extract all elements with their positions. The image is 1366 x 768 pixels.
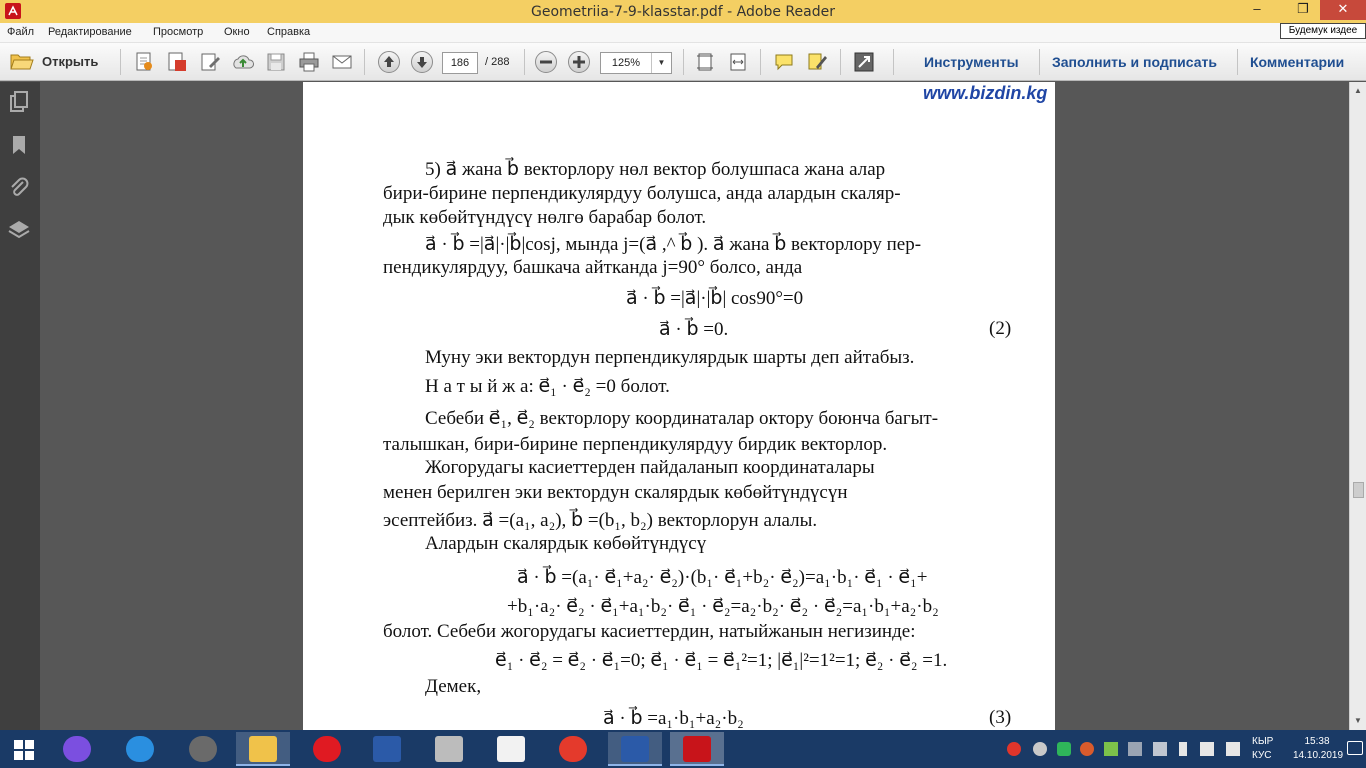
folder-open-icon xyxy=(10,51,34,73)
display-icon[interactable] xyxy=(1128,742,1142,756)
separator xyxy=(364,49,365,75)
media-player-icon xyxy=(189,736,217,762)
previous-page-button[interactable] xyxy=(378,51,400,73)
formula: a⃗ · b⃗ =|a⃗|·|b⃗| cos90°=0 xyxy=(626,288,804,309)
print-icon[interactable] xyxy=(298,51,320,73)
formula: +b₁·a₂· e⃗₂ · e⃗₁+a₁·b₂· e⃗₁ · e⃗₂=a₂·b₂· e⃗₂ · e⃗₂=a₁·b₁+a₂·b₂ xyxy=(507,596,939,617)
arrow-up-icon xyxy=(379,52,399,72)
separator xyxy=(893,49,894,75)
formula: e⃗₁ · e⃗₂ = e⃗₂ · e⃗₁=0; e⃗₁ · e⃗₁ = e⃗₁²=1; |e⃗₁|²=1²=1; e⃗₂ · e⃗₂ =1. xyxy=(495,650,948,671)
minimize-button[interactable]: – xyxy=(1253,1,1261,16)
open-button[interactable] xyxy=(8,50,108,74)
file-explorer-icon xyxy=(249,736,277,762)
taskbar xyxy=(0,730,1366,768)
comments-link[interactable]: Комментарии xyxy=(1250,54,1345,70)
text-line: Себеби e⃗₁, e⃗₂ векторлору координаталар октору боюнча багыт- xyxy=(425,408,939,429)
taskbar-word-document[interactable] xyxy=(608,732,662,766)
notification-icon[interactable] xyxy=(1347,741,1363,755)
text-line: Алардын скалярдык көбөйтүндүсү xyxy=(425,533,707,554)
scroll-thumb[interactable] xyxy=(1353,482,1364,498)
minus-icon xyxy=(536,52,556,72)
window-title: Geometriia-7-9-klasstar.pdf - Adobe Reader xyxy=(531,4,835,20)
text-line: менен берилген эки вектордун скалярдык көбөйтүндүсүн xyxy=(383,482,848,503)
yandex-browser-icon xyxy=(559,736,587,762)
plus-icon xyxy=(569,52,589,72)
menu-edit[interactable]: Редактирование xyxy=(48,26,132,38)
title-bar xyxy=(0,0,1366,23)
clock[interactable] xyxy=(1293,735,1344,763)
tooltip: Будемук издее xyxy=(1280,23,1366,39)
text-line: 5) a⃗ жана b⃗ векторлору нөл вектор болушпаса жана алар xyxy=(425,159,886,180)
page-total: / 288 xyxy=(485,56,510,68)
formula: a⃗ · b⃗ =(a₁· e⃗₁+a₂· e⃗₂)·(b₁· e⃗₁+b₂· e⃗₂)=a₁·b₁· e⃗₁ · e⃗₁+ xyxy=(517,567,928,588)
security-shield-icon[interactable] xyxy=(1057,742,1071,756)
highlight-icon[interactable] xyxy=(806,51,828,73)
yandex-icon xyxy=(497,736,525,762)
zoom-in-button[interactable] xyxy=(568,51,590,73)
text-line: a⃗ · b⃗ =|a⃗|·|b⃗|cosj, мында j=(a⃗ ,^ b⃗ ). a⃗ жана b⃗ векторлору пер- xyxy=(425,234,922,255)
menu-view[interactable]: Просмотр xyxy=(153,26,204,38)
navigation-panel xyxy=(0,82,40,730)
separator xyxy=(1237,49,1238,75)
zoom-select[interactable] xyxy=(600,52,672,74)
menu-window[interactable]: Окно xyxy=(224,26,250,38)
pdf-page xyxy=(303,82,1055,730)
text-line: бири-бирине перпендикулярдуу болушса, анда алардын скаляр- xyxy=(383,183,901,204)
tray-status-icon[interactable] xyxy=(1080,742,1094,756)
scroll-down-icon[interactable]: ▼ xyxy=(1354,716,1362,725)
clock-time: 15:38 xyxy=(1304,736,1330,747)
taskbar-ie[interactable] xyxy=(113,732,167,766)
text-line: пендикулярдуу, башкача айтканда j=90° болсо, анда xyxy=(383,257,803,278)
taskbar-explorer[interactable] xyxy=(236,732,290,766)
equation-number: (3) xyxy=(989,707,1012,728)
separator xyxy=(683,49,684,75)
volume-icon[interactable] xyxy=(1200,742,1214,756)
input-language[interactable] xyxy=(1252,735,1273,763)
text-line: дык көбөйтүндүсү нөлгө барабар болот. xyxy=(383,207,707,228)
network-icon[interactable] xyxy=(1153,742,1167,756)
internet-explorer-icon xyxy=(126,736,154,762)
taskbar-opera[interactable] xyxy=(300,732,354,766)
taskbar-calculator[interactable] xyxy=(422,732,476,766)
menu-file[interactable]: Файл xyxy=(7,26,35,38)
email-icon[interactable] xyxy=(331,51,353,73)
fit-page-icon[interactable] xyxy=(694,51,716,73)
save-icon[interactable] xyxy=(265,51,287,73)
fit-width-icon[interactable] xyxy=(727,51,749,73)
attachments-icon[interactable] xyxy=(7,176,31,200)
export-pdf-icon[interactable] xyxy=(166,51,188,73)
page-thumbnails-icon[interactable] xyxy=(7,90,31,114)
taskbar-adobe-reader[interactable] xyxy=(670,732,724,766)
toolbar xyxy=(0,43,1366,81)
page-number-input[interactable]: 186 xyxy=(442,52,478,74)
zoom-out-button[interactable] xyxy=(535,51,557,73)
language-secondary: КУС xyxy=(1252,750,1272,761)
tray-layers-icon[interactable] xyxy=(1104,742,1118,756)
formula: a⃗ · b⃗ =a₁·b₁+a₂·b₂ xyxy=(603,708,744,729)
comment-icon[interactable] xyxy=(773,51,795,73)
taskbar-yandex-browser[interactable] xyxy=(546,732,600,766)
taskbar-yandex[interactable] xyxy=(484,732,538,766)
formula: a⃗ · b⃗ =0. xyxy=(659,319,729,340)
bookmarks-icon[interactable] xyxy=(7,133,31,157)
text-line: талышкан, бири-бирине перпендикулярдуу бирдик векторлор. xyxy=(383,434,888,455)
chevron-down-icon[interactable]: ▼ xyxy=(651,53,671,73)
alice-assistant-icon xyxy=(63,736,91,762)
wifi-icon[interactable] xyxy=(1226,742,1240,756)
text-line: эсептейбиз. a⃗ =(a₁, a₂), b⃗ =(b₁, b₂) векторлорун алалы. xyxy=(383,510,818,531)
word-document-icon xyxy=(621,736,649,762)
create-pdf-icon[interactable] xyxy=(133,51,155,73)
scroll-up-icon[interactable]: ▲ xyxy=(1354,86,1362,95)
language-primary: КЫР xyxy=(1252,736,1274,747)
edit-pdf-icon[interactable] xyxy=(199,51,221,73)
word-icon xyxy=(373,736,401,762)
taskbar-word[interactable] xyxy=(360,732,414,766)
vertical-scrollbar[interactable] xyxy=(1349,82,1366,730)
clock-date: 14.10.2019 xyxy=(1293,750,1344,761)
separator xyxy=(524,49,525,75)
text-line: болот. Себеби жогорудагы касиеттердин, натыйжанын негизинде: xyxy=(383,621,916,642)
document-viewport[interactable] xyxy=(40,82,1349,730)
text-line: Жогорудагы касиеттерден пайдаланып координаталары xyxy=(425,457,875,478)
menu-bar xyxy=(0,23,1366,43)
equation-number: (2) xyxy=(989,318,1012,339)
cloud-upload-icon[interactable] xyxy=(232,51,254,73)
tray-app-icon[interactable] xyxy=(1033,742,1047,756)
taskbar-alice[interactable] xyxy=(50,732,104,766)
layers-icon[interactable] xyxy=(7,218,31,242)
windows-start-icon[interactable] xyxy=(14,740,34,760)
separator xyxy=(840,49,841,75)
opera-icon xyxy=(313,736,341,762)
separator xyxy=(120,49,121,75)
taskbar-media[interactable] xyxy=(176,732,230,766)
text-line: Муну эки вектордун перпендикулярдык шарты деп айтабыз. xyxy=(425,347,915,368)
close-button[interactable]: ✕ xyxy=(1320,0,1366,20)
tools-link[interactable]: Инструменты xyxy=(924,54,1019,70)
open-label: Открыть xyxy=(42,54,99,69)
menu-help[interactable]: Справка xyxy=(267,26,311,38)
fullscreen-icon[interactable] xyxy=(853,51,875,73)
restore-button[interactable]: ❐ xyxy=(1297,1,1309,16)
fill-sign-link[interactable]: Заполнить и подписать xyxy=(1052,54,1217,70)
calculator-icon xyxy=(435,736,463,762)
text-line: Н а т ы й ж а: e⃗₁ · e⃗₂ =0 болот. xyxy=(425,376,670,397)
zoom-value: 125% xyxy=(611,57,641,69)
separator xyxy=(760,49,761,75)
text-line: Демек, xyxy=(425,676,482,697)
adobe-reader-taskbar-icon xyxy=(683,736,711,762)
separator xyxy=(1039,49,1040,75)
yandex-tray-icon[interactable] xyxy=(1007,742,1021,756)
arrow-down-icon xyxy=(412,52,432,72)
watermark: www.bizdin.kg xyxy=(923,83,1048,103)
next-page-button[interactable] xyxy=(411,51,433,73)
battery-icon[interactable] xyxy=(1179,742,1187,756)
